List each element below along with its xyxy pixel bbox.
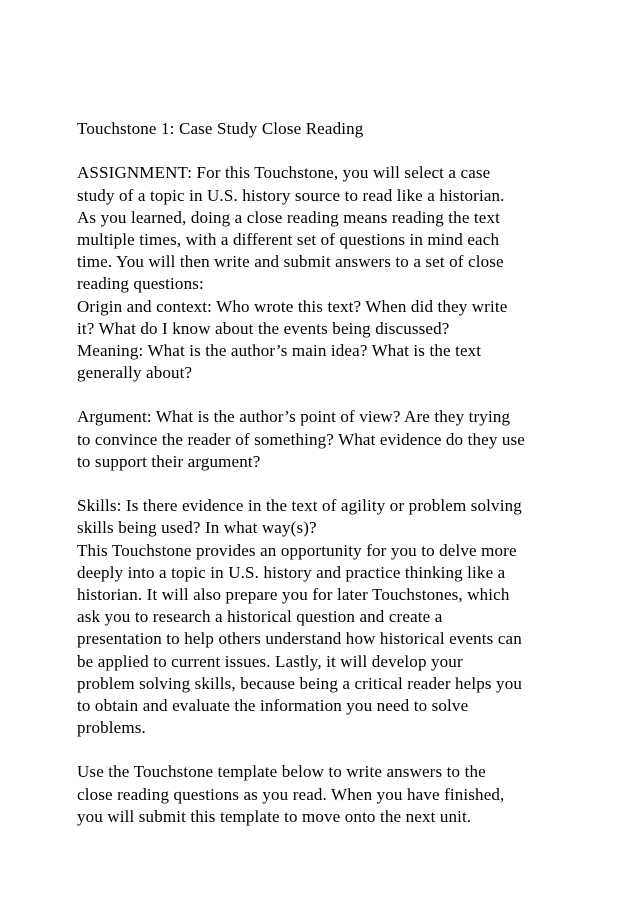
text-line: problems.	[77, 718, 146, 738]
document-page	[77, 118, 627, 828]
text-line: to convince the reader of something? What evidence do they use	[77, 429, 525, 449]
text-line: ASSIGNMENT: For this Touchstone, you will select a case	[77, 163, 491, 183]
text-line: ask you to research a historical question and create a	[77, 607, 443, 627]
paragraph-spacer	[77, 739, 627, 761]
text-line: Meaning: What is the author’s main idea? What is the text	[77, 340, 482, 360]
text-line: Argument: What is the author’s point of view? Are they trying	[77, 407, 511, 427]
text-line: Skills: Is there evidence in the text of agility or problem solving	[77, 496, 522, 516]
text-line: reading questions:	[77, 274, 204, 294]
text-line: skills being used? In what way(s)?	[77, 518, 317, 538]
paragraph-spacer	[77, 473, 627, 495]
text-line: to obtain and evaluate the information you need to solve	[77, 695, 469, 715]
text-line: Origin and context: Who wrote this text? When did they write	[77, 296, 508, 316]
text-line: As you learned, doing a close reading means reading the text	[77, 207, 501, 227]
text-line: deeply into a topic in U.S. history and practice thinking like a	[77, 562, 506, 582]
text-line: problem solving skills, because being a critical reader helps you	[77, 673, 523, 693]
text-line: it? What do I know about the events being discussed?	[77, 318, 450, 338]
text-line: presentation to help others understand how historical events can	[77, 629, 522, 649]
text-line: you will submit this template to move onto the next unit.	[77, 806, 472, 826]
paragraph-spacer	[77, 384, 627, 406]
text-line: This Touchstone provides an opportunity for you to delve more	[77, 540, 517, 560]
paragraph-spacer	[77, 140, 627, 162]
text-line: multiple times, with a different set of questions in mind each	[77, 229, 500, 249]
text-line: generally about?	[77, 363, 193, 383]
argument-paragraph	[77, 406, 627, 473]
text-line: historian. It will also prepare you for later Touchstones, which	[77, 584, 510, 604]
skills-paragraph	[77, 495, 627, 739]
text-line: be applied to current issues. Lastly, it will develop your	[77, 651, 463, 671]
text-line: to support their argument?	[77, 451, 261, 471]
text-line: close reading questions as you read. When you have finished,	[77, 784, 505, 804]
document-title: Touchstone 1: Case Study Close Reading	[77, 119, 364, 138]
template-paragraph	[77, 761, 627, 828]
text-line: time. You will then write and submit answers to a set of close	[77, 252, 504, 272]
text-line: study of a topic in U.S. history source to read like a historian.	[77, 185, 505, 205]
text-line: Use the Touchstone template below to write answers to the	[77, 762, 486, 782]
assignment-paragraph	[77, 162, 627, 384]
